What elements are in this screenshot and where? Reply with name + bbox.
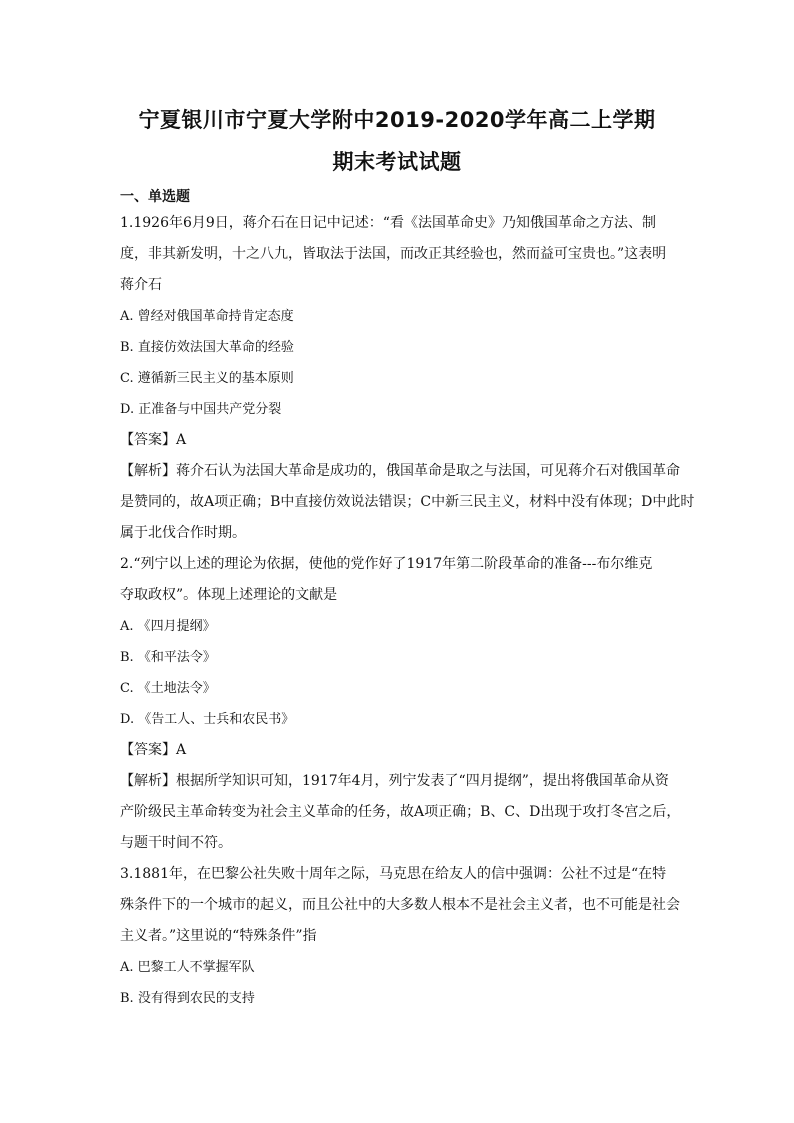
page-title: 宁夏银川市宁夏大学附中2019-2020学年高二上学期 [138,108,656,132]
question-2-option-b: B. 《和平法令》 [120,650,216,665]
question-1-line: 度，非其新发明，十之八九，皆取法于法国，而改正其经验也，然而益可宝贵也。”这表明 [120,246,667,262]
question-3-option-a: A. 巴黎工人不掌握军队 [120,960,255,975]
question-2-analysis-line: 与题干时间不符。 [120,835,232,851]
question-1-option-d: D. 正准备与中国共产党分裂 [120,402,282,417]
question-1-line: 蒋介石 [120,277,162,293]
question-1-option-c: C. 遵循新三民主义的基本原则 [120,371,294,386]
question-2-analysis-line: 产阶级民主革命转变为社会主义革命的任务，故A项正确；B、C、D出现于攻打冬宫之后， [120,804,681,820]
question-1-option-b: B. 直接仿效法国大革命的经验 [120,340,294,355]
section-heading: 一、单选题 [120,189,190,205]
question-1-analysis-line: 是赞同的，故A项正确；B中直接仿效说法错误；C中新三民主义，材料中没有体现；D中此时 [120,494,695,510]
question-1-option-a: A. 曾经对俄国革命持肯定态度 [120,309,294,324]
question-2-option-d: D. 《告工人、士兵和农民书》 [120,712,295,727]
question-1-analysis-line: 属于北伐合作时期。 [120,525,246,541]
question-3-line: 3.1881年，在巴黎公社失败十周年之际，马克思在给友人的信中强调：公社不过是“在特 [120,866,667,882]
question-2-line: 2.“列宁以上述的理论为依据，使他的党作好了1917年第二阶段革命的准备---布尔维克 [120,556,653,572]
question-3-line: 主义者。”这里说的“特殊条件”指 [120,928,317,944]
question-3-line: 殊条件下的一个城市的起义，而且公社中的大多数人根本不是社会主义者，也不可能是社会 [120,897,680,913]
question-2-option-a: A. 《四月提纲》 [120,619,216,634]
question-2-line: 夺取政权”。体现上述理论的文献是 [120,587,338,603]
questions-body [120,208,695,1014]
question-1-line: 1.1926年6月9日，蒋介石在日记中记述：“看《法国革命史》乃知俄国革命之方法、制 [120,215,656,231]
question-2-answer: 【答案】A [120,742,187,758]
question-2-analysis-line: 【解析】根据所学知识可知，1917年4月，列宁发表了“四月提纲”，提出将俄国革命从资 [120,773,669,789]
question-1-analysis-line: 【解析】蒋介石认为法国大革命是成功的，俄国革命是取之与法国，可见蒋介石对俄国革命 [120,463,680,479]
question-2-option-c: C. 《土地法令》 [120,681,216,696]
question-3-option-b: B. 没有得到农民的支持 [120,991,255,1006]
question-1-answer: 【答案】A [120,432,187,448]
page-subtitle: 期末考试试题 [332,150,462,174]
